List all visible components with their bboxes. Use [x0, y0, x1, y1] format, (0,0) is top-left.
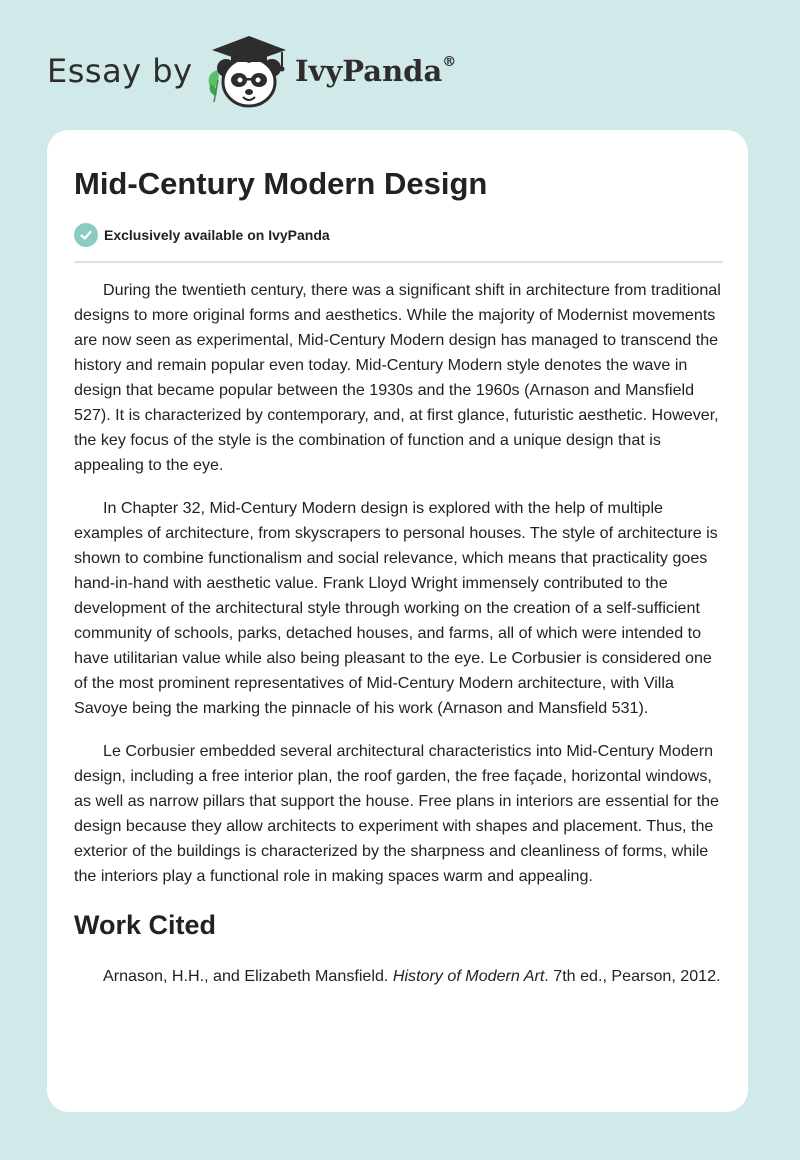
divider: [74, 261, 723, 263]
citation-details: . 7th ed., Pearson, 2012.: [544, 967, 721, 985]
brand-name-text: IvyPanda: [295, 54, 443, 88]
paragraph: During the twentieth century, there was a significant shift in architecture from traditional designs to more original forms and aesthetics. While the majority of Modernist movements are now seen as experimental, Mid-Century Modern design has managed to transcend the history and remain popular even today. Mid-Century Modern style denotes the wave in design that became popular between the 1930s and the 1960s (Arnason and Mansfield 527). It is characterized by contemporary, and, at first glance, futuristic aesthetic. However, the key focus of the style is the combination of function and a unique design that is appealing to the eye.: [74, 281, 721, 474]
ivypanda-logo-icon[interactable]: [202, 32, 292, 110]
registered-mark: ®: [442, 54, 457, 71]
paragraph: In Chapter 32, Mid-Century Modern design is explored with the help of multiple examples of architecture, from skyscrapers to personal houses. The style of architecture is shown to combine functionalism and social relevance, which means that practicality goes hand-in-hand with aesthetic value. Frank Lloyd Wright immensely contributed to the development of the architectural style through working on the creation of a self-sufficient community of schools, parks, detached houses, and farms, all of which were intended to have utilitarian value while also being pleasant to the eye. Le Corbusier is considered one of the most prominent representatives of Mid-Century Modern architecture, with Villa Savoye being the marking the pinnacle of his work (Arnason and Mansfield 531).: [74, 499, 718, 717]
brand-name[interactable]: [295, 54, 456, 88]
essay-card: [47, 130, 748, 1112]
exclusive-badge-text: Exclusively available on IvyPanda: [104, 227, 330, 243]
essay-by-label: Essay by: [47, 52, 193, 90]
site-header: [47, 32, 747, 112]
citation: [74, 964, 729, 989]
exclusive-badge: [74, 222, 330, 248]
works-cited-heading: Work Cited: [74, 910, 217, 940]
paragraph: Le Corbusier embedded several architectural characteristics into Mid-Century Modern design, including a free interior plan, the roof garden, the free façade, horizontal windows, as well as narrow pillars that support the house. Free plans in interiors are essential for the design because they allow architects to experiment with shapes and placement. Thus, the exterior of the buildings is characterized by the sharpness and cleanliness of forms, while the interiors play a functional role in making spaces warm and appealing.: [74, 742, 719, 885]
citation-book-title: History of Modern Art: [392, 967, 545, 985]
essay-body: [74, 278, 729, 1007]
page-title: Mid-Century Modern Design: [74, 166, 488, 201]
citation-authors: Arnason, H.H., and Elizabeth Mansfield.: [103, 967, 393, 985]
check-icon: [74, 223, 98, 247]
